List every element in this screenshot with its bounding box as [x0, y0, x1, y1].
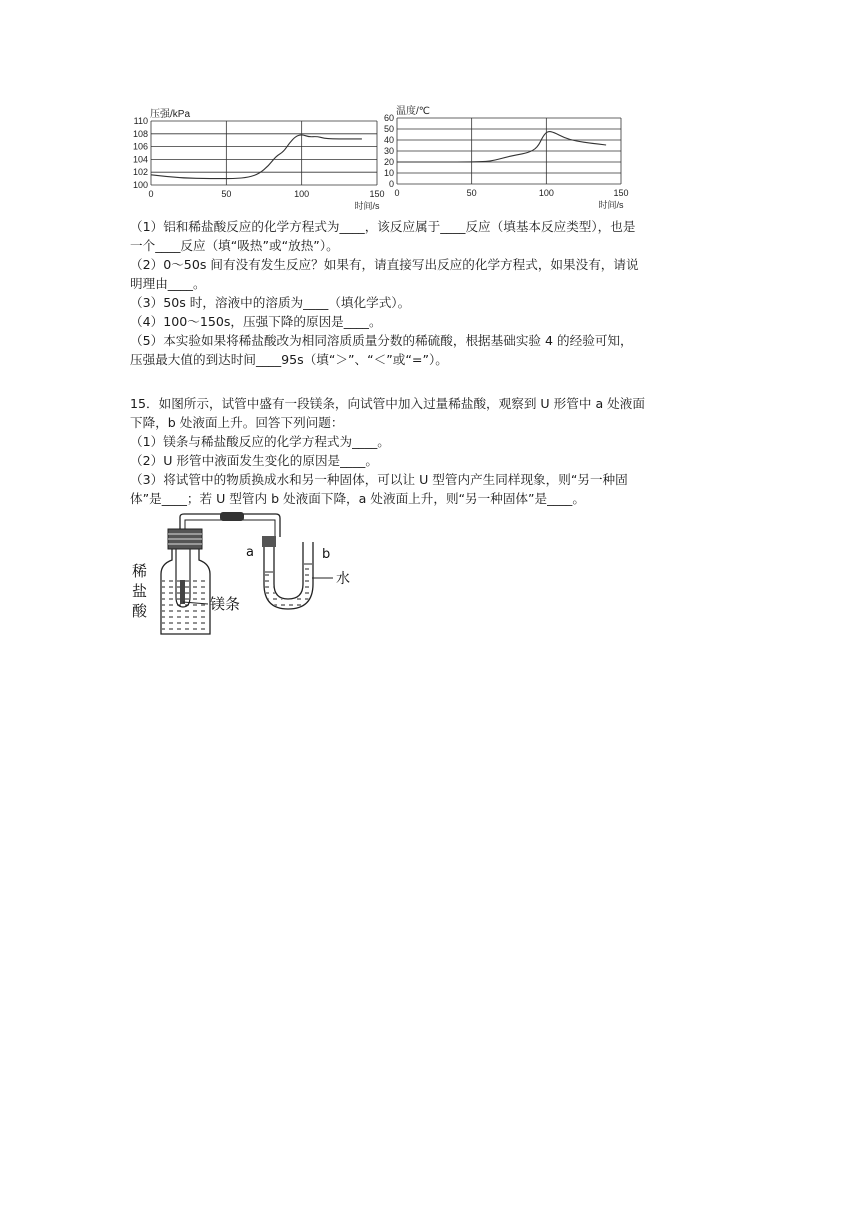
- y-tick-label: 104: [132, 154, 148, 165]
- x-tick-label: 50: [221, 189, 232, 199]
- u-tube-stopper: [262, 536, 276, 547]
- q14-line-8: 压强最大值的到达时间____95s（填“＞”、“＜”或“=”）。: [130, 352, 448, 367]
- water-label: 水: [336, 571, 350, 587]
- x-tick-label: 150: [369, 189, 385, 199]
- x-tick-label: 50: [466, 188, 477, 198]
- q14-line-1: （1）铝和稀盐酸反应的化学方程式为____，该反应属于____反应（填基本反应类型），也是: [130, 219, 636, 234]
- x-tick-label: 100: [294, 189, 310, 199]
- x-tick-label: 100: [538, 188, 554, 198]
- y-tick-label: 40: [383, 135, 394, 145]
- q15-line-3: （1）镁条与稀盐酸反应的化学方程式为____。: [130, 434, 390, 449]
- chart-grid: [151, 121, 377, 185]
- y-tick-label: 0: [388, 179, 394, 189]
- y-tick-label: 60: [383, 113, 394, 123]
- q15-line-5: （3）将试管中的物质换成水和另一种固体，可以让 U 型管内产生同样现象，则“另一种固: [130, 472, 628, 487]
- y-tick-label: 102: [132, 167, 148, 178]
- flask-acid: [162, 578, 209, 633]
- label-a: a: [246, 545, 254, 560]
- acid-label-1: 稀: [132, 562, 148, 580]
- x-tick-label: 150: [613, 188, 629, 198]
- y-tick-label: 10: [383, 168, 394, 178]
- magnesium-label: 镁条: [210, 595, 241, 613]
- x-axis-label: 时间/s: [354, 201, 380, 211]
- u-tube-water: [265, 564, 312, 608]
- y-tick-label: 110: [133, 116, 148, 126]
- q15-line-1: 15．如图所示，试管中盛有一段镁条，向试管中加入过量稀盐酸，观察到 U 形管中 a 处液面: [130, 396, 645, 411]
- q15-line-2: 下降，b 处液面上升。回答下列问题：: [130, 415, 344, 430]
- q14-line-3: （2）0～50s 间有没有发生反应？如果有，请直接写出反应的化学方程式，如果没有，请说: [130, 257, 639, 272]
- y-tick-label: 50: [383, 124, 394, 134]
- y-tick-label: 106: [132, 141, 148, 152]
- label-b: b: [322, 547, 331, 562]
- x-tick-label: 0: [148, 189, 154, 199]
- question-14-text: [130, 217, 730, 369]
- question-15-text: [130, 394, 730, 508]
- q14-line-2: 一个____反应（填“吸热”或“放热”）。: [130, 238, 339, 253]
- chart-grid: [397, 118, 621, 184]
- y-axis-label: 温度/℃: [396, 106, 431, 117]
- y-axis-label: 压强/kPa: [150, 109, 191, 120]
- apparatus-figure: [128, 512, 368, 637]
- y-tick-label: 100: [132, 180, 148, 190]
- y-tick-label: 30: [383, 146, 394, 156]
- q14-line-4: 明理由____。: [130, 276, 206, 291]
- q15-line-4: （2）U 形管中液面发生变化的原因是____。: [130, 453, 378, 468]
- q14-line-5: （3）50s 时，溶液中的溶质为____（填化学式）。: [130, 295, 411, 310]
- q15-line-6: 体”是____；若 U 型管内 b 处液面下降，a 处液面上升，则“另一种固体”是____。: [130, 491, 585, 506]
- series-line: [397, 132, 606, 162]
- pressure-chart: [132, 100, 390, 215]
- temperature-chart: [374, 100, 636, 215]
- x-axis-label: 时间/s: [598, 200, 624, 210]
- y-tick-label: 108: [132, 128, 148, 139]
- magnesium-strip: [180, 580, 185, 604]
- y-tick-label: 20: [383, 157, 394, 167]
- rubber-connector: [220, 512, 244, 521]
- q14-line-7: （5）本实验如果将稀盐酸改为相同溶质质量分数的稀硫酸，根据基础实验 4 的经验可知，: [130, 333, 633, 348]
- x-tick-label: 0: [394, 188, 400, 198]
- acid-label-3: 酸: [132, 602, 148, 620]
- acid-label-2: 盐: [132, 582, 148, 600]
- q14-line-6: （4）100～150s，压强下降的原因是____。: [130, 314, 382, 329]
